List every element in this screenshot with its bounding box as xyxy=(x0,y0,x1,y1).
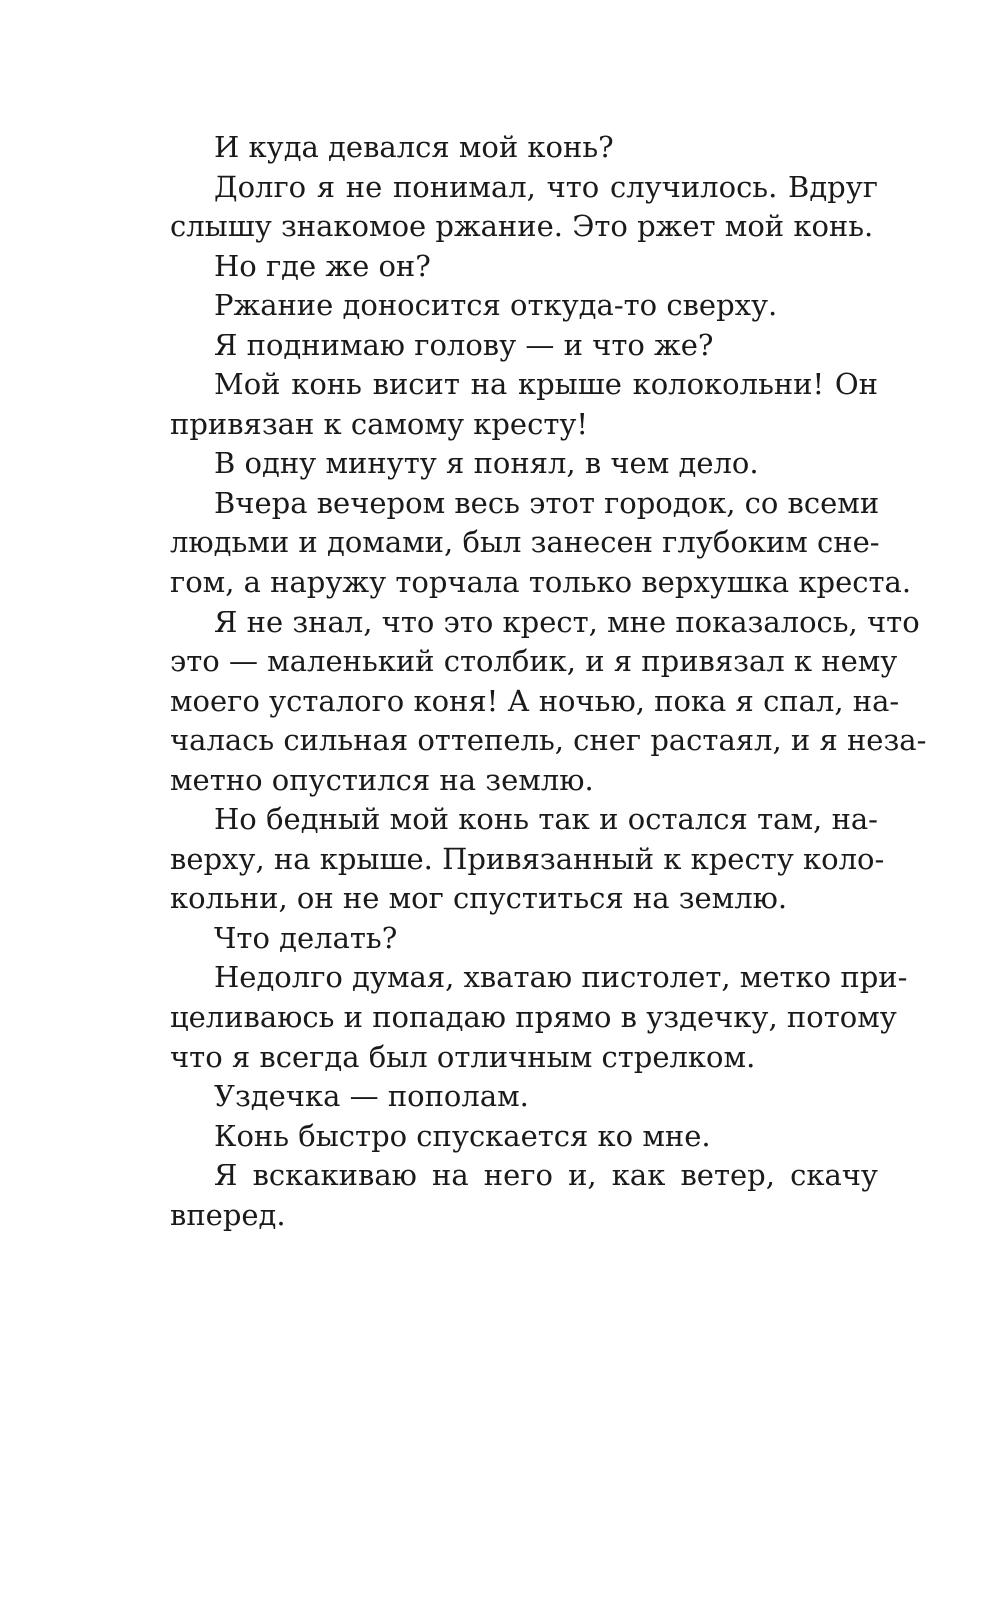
text-line: Вчера вечером весь этот городок, со всеми xyxy=(214,485,880,520)
paragraph xyxy=(170,444,878,484)
text-line: Я не знал, что это крест, мне показалось, что xyxy=(214,604,920,639)
paragraph xyxy=(170,326,878,366)
paragraph xyxy=(170,1117,878,1157)
text-line: что я всегда был отличным стрелком. xyxy=(170,1039,756,1074)
text-line: людьми и домами, был занесен глубоким сне- xyxy=(170,525,880,560)
text-line: слышу знакомое ржание. Это ржет мой конь. xyxy=(170,209,874,244)
text-line: Мой конь висит на крыше колокольни! Он xyxy=(214,367,878,402)
text-line: чалась сильная оттепель, снег растаял, и я неза- xyxy=(170,723,927,758)
text-line: верху, на крыше. Привязанный к кресту коло- xyxy=(170,841,885,876)
text-line: Я поднимаю голову — и что же? xyxy=(214,327,714,362)
text-line: Недолго думая, хватаю пистолет, метко при- xyxy=(214,960,908,995)
paragraph xyxy=(170,958,908,1077)
text-line: гом, а наружу торчала только верхушка креста. xyxy=(170,565,912,600)
page-text xyxy=(170,128,927,1235)
text-line: кольни, он не мог спуститься на землю. xyxy=(170,881,788,916)
paragraph xyxy=(170,800,885,919)
paragraph xyxy=(170,247,878,287)
text-line: метно опустился на землю. xyxy=(170,762,594,797)
paragraph xyxy=(170,286,878,326)
text-line: Ржание доносится откуда-то сверху. xyxy=(214,288,778,323)
text-line: Но где же он? xyxy=(214,248,431,283)
paragraph xyxy=(170,128,878,168)
paragraph xyxy=(170,919,878,959)
text-line: целиваюсь и попадаю прямо в уздечку, потому xyxy=(170,1000,897,1035)
paragraph xyxy=(170,365,878,444)
text-line: Уздечка — пополам. xyxy=(214,1079,529,1114)
text-line: Но бедный мой конь так и остался там, на- xyxy=(214,802,878,837)
text-line: это — маленький столбик, и я привязал к нему xyxy=(170,644,898,679)
text-line: Я вскакиваю на него и, как ветер, скачу xyxy=(214,1158,878,1193)
text-line: Долго я не понимал, что случилось. Вдруг xyxy=(214,169,878,204)
text-line: привязан к самому кресту! xyxy=(170,406,589,441)
paragraph xyxy=(170,484,912,603)
paragraph xyxy=(170,1156,878,1235)
text-line: В одну минуту я понял, в чем дело. xyxy=(214,446,759,481)
paragraph xyxy=(170,603,927,801)
text-line: И куда девался мой конь? xyxy=(214,130,614,164)
text-line: вперед. xyxy=(170,1197,286,1232)
text-line: Что делать? xyxy=(214,920,398,955)
paragraph xyxy=(170,168,878,247)
text-line: Конь быстро спускается ко мне. xyxy=(214,1118,711,1153)
paragraph xyxy=(170,1077,878,1117)
text-line: моего усталого коня! А ночью, пока я спал, на- xyxy=(170,683,900,718)
